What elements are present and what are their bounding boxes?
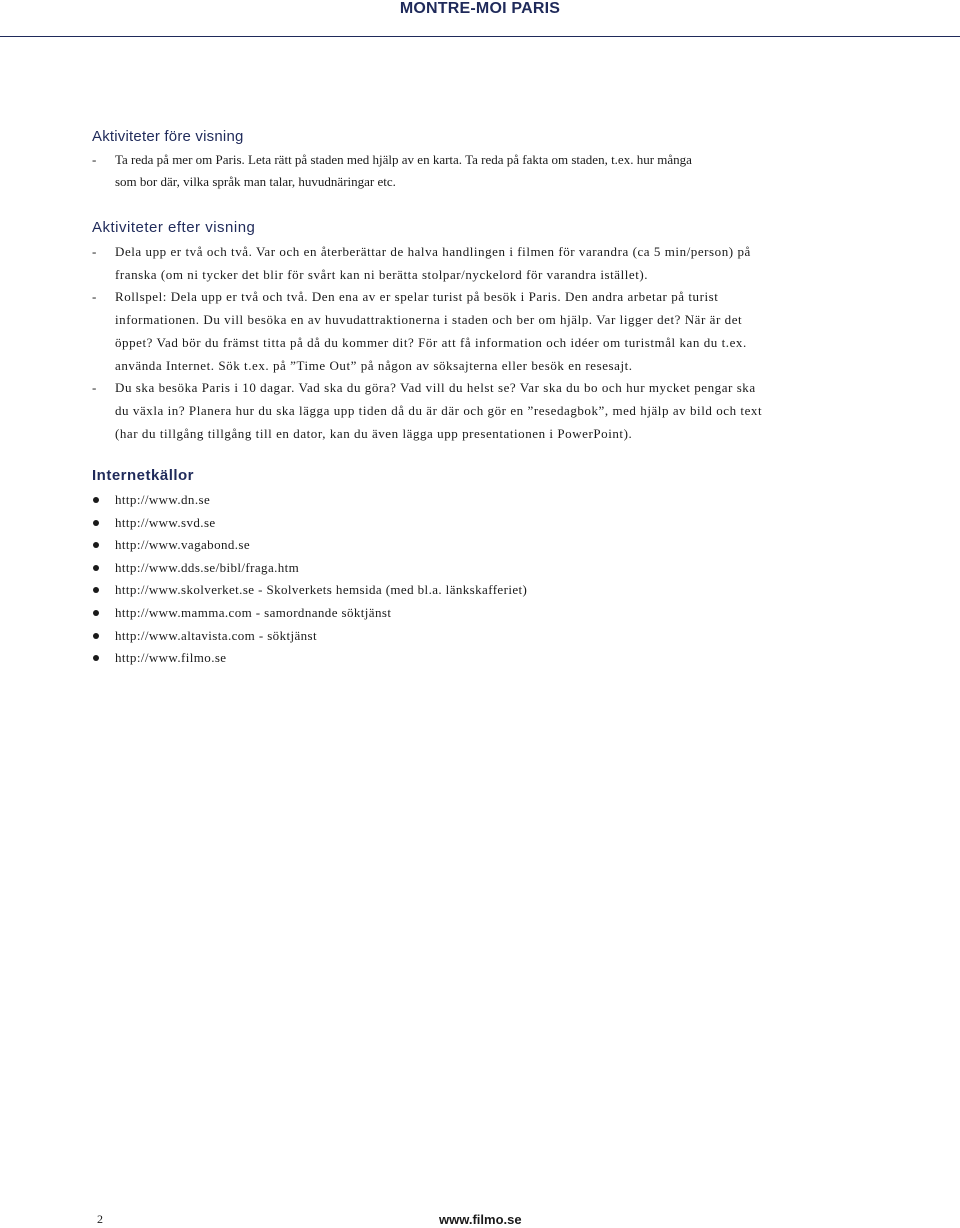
list-item bbox=[92, 534, 527, 557]
list-item bbox=[92, 149, 882, 193]
link-text: http://www.dn.se bbox=[115, 492, 211, 507]
list-item bbox=[92, 241, 882, 286]
text-line: använda Internet. Sök t.ex. på ”Time Out” på någon av söksajterna eller besök en resesajt. bbox=[115, 357, 633, 373]
bullet-icon bbox=[93, 655, 99, 661]
list-item bbox=[92, 286, 882, 377]
text-line: Rollspel: Dela upp er två och två. Den ena av er spelar turist på besök i Paris. Den andra arbetar på turist bbox=[115, 289, 719, 305]
list-item bbox=[92, 579, 527, 602]
page-header bbox=[0, 0, 960, 37]
bullet-icon bbox=[93, 565, 99, 571]
link-text: http://www.skolverket.se - Skolverkets hemsida (med bl.a. länkskafferiet) bbox=[115, 582, 528, 598]
dash-marker: - bbox=[92, 152, 97, 167]
list-item bbox=[92, 512, 527, 535]
text-line: Du ska besöka Paris i 10 dagar. Vad ska du göra? Vad vill du helst se? Var ska du bo och hur mycket pengar ska bbox=[115, 380, 756, 396]
dash-marker: - bbox=[92, 244, 97, 259]
footer-url: www.filmo.se bbox=[439, 1212, 522, 1227]
bullet-icon bbox=[93, 520, 99, 526]
internet-sources-list bbox=[92, 489, 527, 670]
bullet-icon bbox=[93, 610, 99, 616]
text-line: franska (om ni tycker det blir för svårt kan ni berätta stolpar/nyckelord för varandra istället). bbox=[115, 266, 649, 282]
heading-before-viewing: Aktiviteter före visning bbox=[92, 128, 244, 145]
before-viewing-list bbox=[92, 149, 882, 193]
heading-after-viewing: Aktiviteter efter visning bbox=[92, 219, 256, 236]
list-item bbox=[92, 602, 527, 625]
heading-internet-sources: Internetkällor bbox=[92, 467, 195, 484]
link-text: http://www.svd.se bbox=[115, 514, 216, 530]
bullet-icon bbox=[93, 633, 99, 639]
dash-marker: - bbox=[92, 380, 97, 396]
link-text: http://www.altavista.com - söktjänst bbox=[115, 627, 318, 643]
text-line: (har du tillgång tillgång till en dator, kan du även lägga upp presentationen i PowerPoint). bbox=[115, 425, 633, 441]
text-line: som bor där, vilka språk man talar, huvudnäringar etc. bbox=[115, 174, 396, 189]
list-item bbox=[92, 625, 527, 648]
list-item bbox=[92, 489, 527, 512]
dash-marker: - bbox=[92, 289, 97, 305]
list-item bbox=[92, 557, 527, 580]
list-item bbox=[92, 647, 527, 670]
after-viewing-list bbox=[92, 241, 882, 445]
bullet-icon bbox=[93, 587, 99, 593]
link-text: http://www.filmo.se bbox=[115, 650, 227, 666]
link-text: http://www.dds.se/bibl/fraga.htm bbox=[115, 559, 300, 575]
link-text: http://www.mamma.com - samordnande söktjänst bbox=[115, 604, 392, 620]
text-line: du växla in? Planera hur du ska lägga upp tiden då du är där och gör en ”resedagbok”, med hjälp av bild och text bbox=[115, 402, 763, 418]
text-line: Dela upp er två och två. Var och en återberättar de halva handlingen i filmen för varandra (ca 5 min/person) på bbox=[115, 244, 751, 259]
text-line: Ta reda på mer om Paris. Leta rätt på staden med hjälp av en karta. Ta reda på fakta om staden, t.ex. hur många bbox=[115, 152, 692, 167]
text-line: informationen. Du vill besöka en av huvudattraktionerna i staden och ber om hjälp. Var ligger det? När är det bbox=[115, 312, 743, 328]
text-line: öppet? Vad bör du främst titta på då du kommer dit? För att få information och idéer om turistmål kan du t.ex. bbox=[115, 334, 747, 350]
bullet-icon bbox=[93, 542, 99, 548]
list-item bbox=[92, 377, 882, 445]
page-number: 2 bbox=[97, 1212, 103, 1226]
document-title: MONTRE-MOI PARIS bbox=[399, 0, 561, 17]
link-text: http://www.vagabond.se bbox=[115, 537, 251, 553]
bullet-icon bbox=[93, 497, 99, 503]
